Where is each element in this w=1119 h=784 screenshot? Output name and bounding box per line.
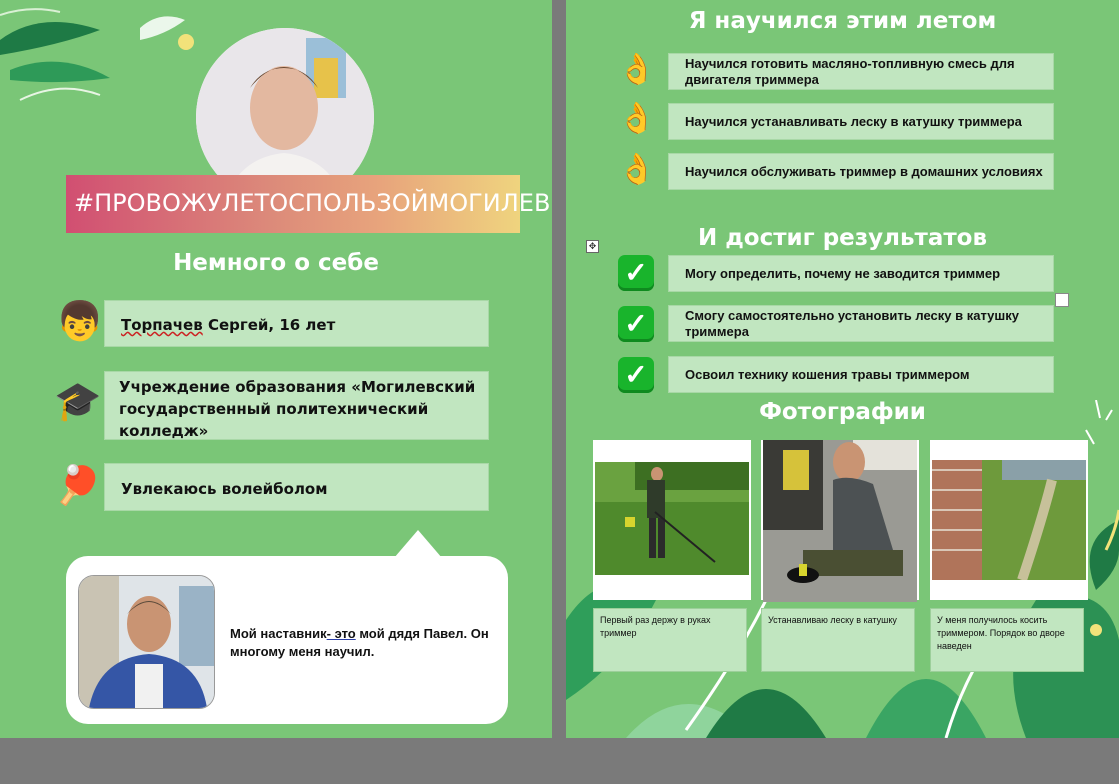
results-title: И достиг результатов	[697, 225, 988, 251]
info-box-name[interactable]	[104, 300, 489, 347]
mentor-text-link[interactable]: - это	[326, 626, 356, 641]
learned-item-2[interactable]	[668, 103, 1054, 140]
hashtag-banner	[66, 175, 551, 233]
move-handle-icon[interactable]: ✥	[586, 240, 599, 253]
surname-text: Торпачев	[121, 316, 203, 334]
ok-hand-icon: 👌	[618, 53, 656, 86]
photo-caption-1: Первый раз держу в руках триммер	[593, 608, 747, 672]
mentor-photo	[78, 575, 215, 709]
photos-title: Фотографии	[759, 399, 926, 425]
info-box-education[interactable]	[104, 371, 489, 440]
right-page	[566, 0, 1119, 738]
mentor-text-part1: Мой наставник	[230, 626, 327, 641]
photo-caption-2: Устанавливаю леску в катушку	[761, 608, 915, 672]
learned-text-2: Научился устанавливать леску в катушку триммера	[685, 113, 1022, 129]
result-text-1: Могу определить, почему не заводится триммер	[685, 265, 1001, 281]
photo-caption-3: У меня получилось косить триммером. Порядок во дворе наведен	[930, 608, 1084, 672]
ok-hand-icon: 👌	[618, 102, 656, 135]
hashtag-text: #ПРОВОЖУЛЕТОСПОЛЬЗОЙМОГИЛЕВ	[74, 189, 551, 217]
result-item-3[interactable]	[668, 356, 1054, 393]
result-text-3: Освоил технику кошения травы триммером	[685, 366, 970, 382]
about-title: Немного о себе	[173, 250, 379, 276]
mentor-text	[230, 625, 500, 661]
check-mark-icon: ✓	[618, 306, 654, 342]
mentor-text-part2: мой дядя Павел. Он многому меня научил.	[230, 626, 489, 659]
info-box-hobby[interactable]	[104, 463, 489, 511]
photo-card-2[interactable]	[761, 440, 919, 600]
result-item-2[interactable]	[668, 305, 1054, 342]
photo-card-3[interactable]	[930, 440, 1088, 600]
ok-hand-icon: 👌	[618, 153, 656, 186]
learned-item-3[interactable]	[668, 153, 1054, 190]
result-text-2: Смогу самостоятельно установить леску в катушку триммера	[685, 307, 1019, 339]
learned-text-1: Научился готовить масляно-топливную смесь для двигателя триммера	[685, 55, 1015, 87]
resize-handle[interactable]	[1055, 293, 1069, 307]
learned-title: Я научился этим летом	[688, 8, 997, 34]
learned-text-3: Научился обслуживать триммер в домашних условиях	[685, 163, 1043, 179]
leaves-decoration-top-left	[0, 0, 200, 110]
boy-emoji-icon: 👦	[56, 301, 104, 343]
photo-installing-line	[763, 440, 917, 602]
graduation-cap-icon: 🎓	[54, 381, 102, 423]
hobby-text: Увлекаюсь волейболом	[121, 480, 328, 498]
left-page	[0, 0, 552, 738]
bubble-tail	[394, 530, 442, 558]
education-text: Учреждение образования «Могилевский государственный политехнический колледж»	[119, 378, 476, 440]
ping-pong-icon: 🏓	[54, 465, 102, 507]
photo-mowed-yard	[932, 460, 1086, 580]
photo-card-1[interactable]	[593, 440, 751, 600]
check-mark-icon: ✓	[618, 357, 654, 393]
result-item-1[interactable]	[668, 255, 1054, 292]
check-mark-icon: ✓	[618, 255, 654, 291]
photo-mowing-first-time	[595, 462, 749, 575]
name-age-text: Сергей, 16 лет	[202, 316, 336, 334]
learned-item-1[interactable]	[668, 53, 1054, 90]
